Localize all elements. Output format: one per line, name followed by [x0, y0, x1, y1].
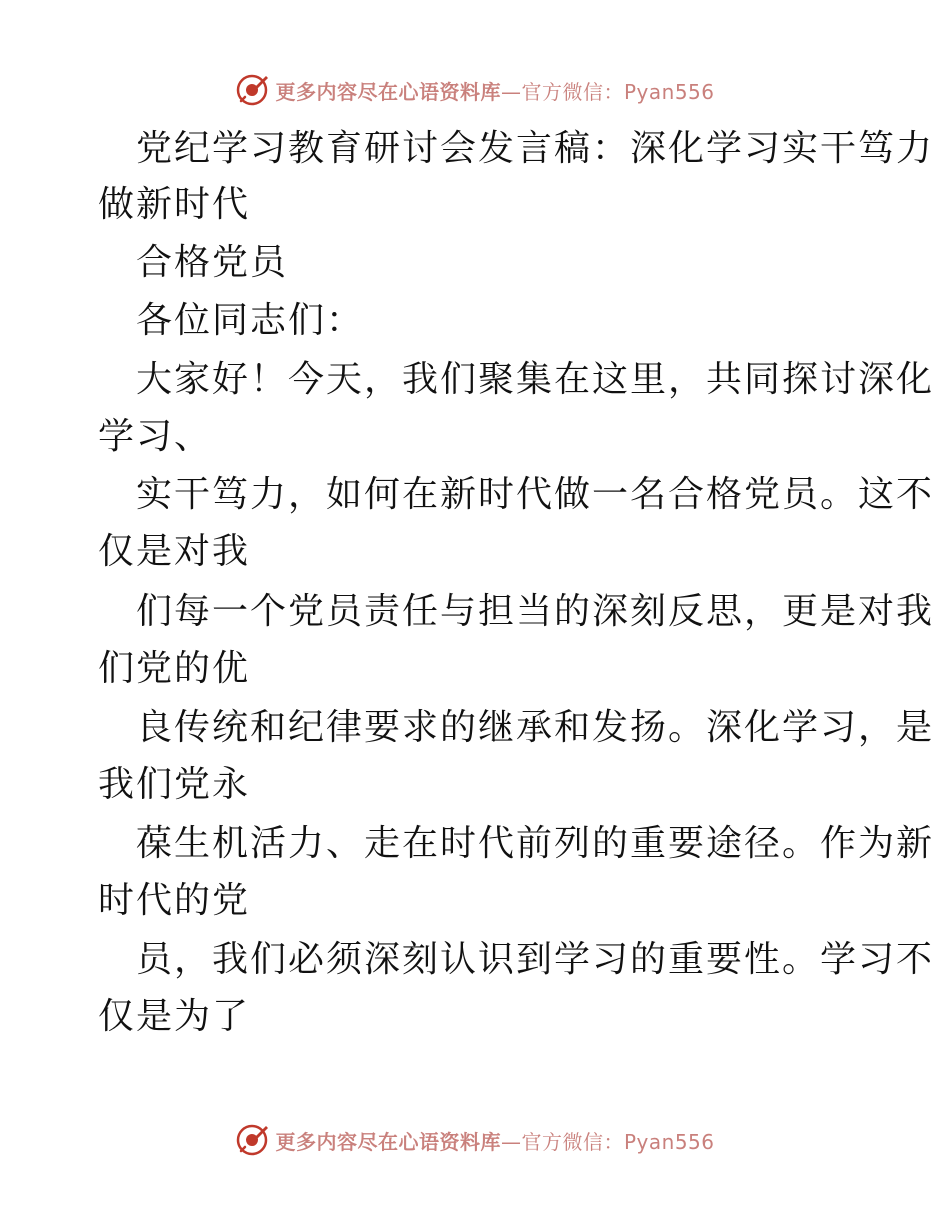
footer-banner: [0, 1120, 950, 1160]
paragraph-line: 们党的优: [98, 648, 251, 689]
header-banner: [0, 70, 950, 110]
header-banner-wechat-id: Pyan556: [623, 79, 715, 104]
document-title-line-2: 做新时代: [98, 184, 251, 225]
paragraph-line: 大家好！今天，我们聚集在这里，共同探讨深化: [136, 359, 935, 400]
footer-banner-official: 官方微信：: [521, 1129, 624, 1154]
pen-logo-icon: [235, 1123, 269, 1157]
footer-banner-brand: 更多内容尽在心语资料库: [275, 1129, 501, 1154]
paragraph-line: 良传统和纪律要求的继承和发扬。深化学习，是: [136, 707, 935, 748]
header-banner-text: [275, 76, 714, 105]
document-title-line-3: 合格党员: [136, 242, 289, 283]
salutation: 各位同志们：: [136, 300, 365, 341]
header-banner-dash: —: [500, 79, 522, 104]
header-banner-brand: 更多内容尽在心语资料库: [275, 79, 501, 104]
paragraph-line: 们每一个党员责任与担当的深刻反思，更是对我: [136, 591, 935, 632]
document-title-line-1: 党纪学习教育研讨会发言稿：深化学习实干笃力: [136, 128, 935, 169]
paragraph-line: 时代的党: [98, 880, 251, 921]
paragraph-line: 葆生机活力、走在时代前列的重要途径。作为新: [136, 823, 935, 864]
paragraph-line: 我们党永: [98, 764, 251, 805]
paragraph-line: 仅是为了: [98, 996, 251, 1037]
pen-logo-icon: [235, 73, 269, 107]
paragraph-line: 仅是对我: [98, 531, 251, 572]
paragraph-line: 员，我们必须深刻认识到学习的重要性。学习不: [136, 939, 935, 980]
footer-banner-text: [275, 1126, 714, 1155]
footer-banner-dash: —: [500, 1129, 522, 1154]
paragraph-line: 实干笃力，如何在新时代做一名合格党员。这不: [136, 474, 935, 515]
header-banner-official: 官方微信：: [521, 79, 624, 104]
paragraph-line: 学习、: [98, 416, 213, 457]
footer-banner-wechat-id: Pyan556: [623, 1129, 715, 1154]
